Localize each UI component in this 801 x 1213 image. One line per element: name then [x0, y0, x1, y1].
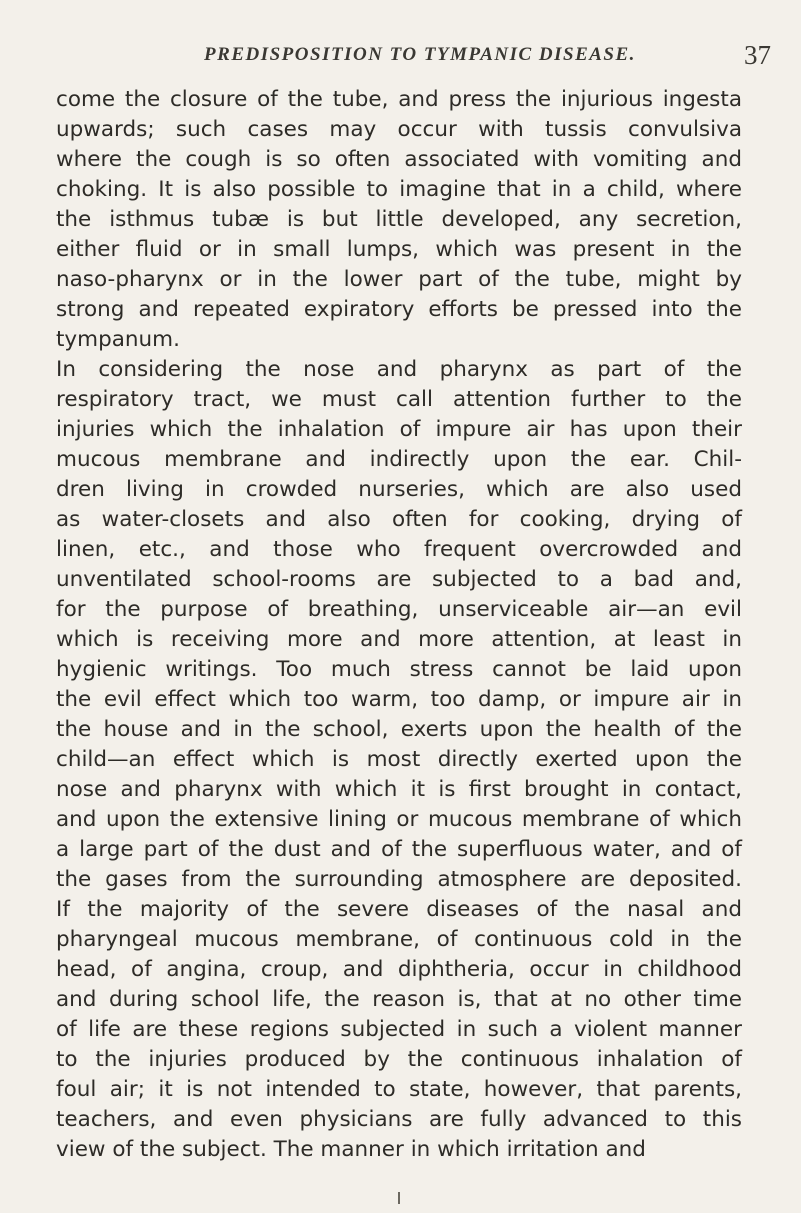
text-line: hygienic writings. Too much stress cannot be laid upon — [56, 657, 742, 682]
text-line: a large part of the dust and of the superfluous water, and of — [56, 837, 742, 862]
text-line: If the majority of the severe diseases of the nasal and — [56, 897, 742, 922]
running-title: PREDISPOSITION TO TYMPANIC DISEASE. — [204, 44, 636, 65]
body-text — [56, 85, 742, 1165]
text-line: where the cough is so often associated with vomiting and — [56, 147, 742, 172]
text-line: pharyngeal mucous membrane, of continuous cold in the — [56, 927, 742, 952]
text-line: respiratory tract, we must call attention further to the — [56, 387, 742, 412]
text-line: head, of angina, croup, and diphtheria, occur in childhood — [56, 957, 742, 982]
text-line: as water-closets and also often for cooking, drying of — [56, 507, 742, 532]
text-line: unventilated school-rooms are subjected to a bad and, — [56, 567, 742, 592]
page-number: 37 — [744, 40, 771, 70]
text-line: child—an effect which is most directly exerted upon the — [56, 747, 742, 772]
text-line: upwards; such cases may occur with tussis convulsiva — [56, 117, 742, 142]
text-line: either fluid or in small lumps, which was present in the — [56, 237, 742, 262]
text-line: nose and pharynx with which it is first brought in contact, — [56, 777, 742, 802]
text-line: the evil effect which too warm, too damp, or impure air in — [56, 687, 742, 712]
text-line: tympanum. — [56, 327, 180, 352]
text-line: In considering the nose and pharynx as part of the — [56, 357, 742, 382]
text-line: dren living in crowded nurseries, which are also used — [56, 477, 742, 502]
text-line: injuries which the inhalation of impure air has upon their — [56, 417, 742, 442]
text-line: foul air; it is not intended to state, however, that parents, — [56, 1077, 742, 1102]
text-line: and upon the extensive lining or mucous membrane of which — [56, 807, 742, 832]
text-line: and during school life, the reason is, that at no other time — [56, 987, 742, 1012]
text-line: of life are these regions subjected in such a violent manner — [56, 1017, 742, 1042]
text-line: to the injuries produced by the continuous inhalation of — [56, 1047, 742, 1072]
text-line: view of the subject. The manner in which irritation and — [56, 1137, 646, 1162]
text-line: come the closure of the tube, and press the injurious ingesta — [56, 87, 742, 112]
text-line: the isthmus tubæ is but little developed, any secretion, — [56, 207, 742, 232]
text-line: mucous membrane and indirectly upon the ear. Chil- — [56, 447, 742, 472]
text-line: the gases from the surrounding atmosphere are deposited. — [56, 867, 742, 892]
text-line: naso-pharynx or in the lower part of the tube, might by — [56, 267, 742, 292]
print-mark — [398, 1192, 400, 1204]
text-line: choking. It is also possible to imagine that in a child, where — [56, 177, 742, 202]
text-line: teachers, and even physicians are fully advanced to this — [56, 1107, 742, 1132]
text-line: which is receiving more and more attention, at least in — [56, 627, 742, 652]
text-line: the house and in the school, exerts upon the health of the — [56, 717, 742, 742]
text-line: linen, etc., and those who frequent overcrowded and — [56, 537, 742, 562]
text-line: for the purpose of breathing, unserviceable air—an evil — [56, 597, 742, 622]
text-line: strong and repeated expiratory efforts be pressed into the — [56, 297, 742, 322]
